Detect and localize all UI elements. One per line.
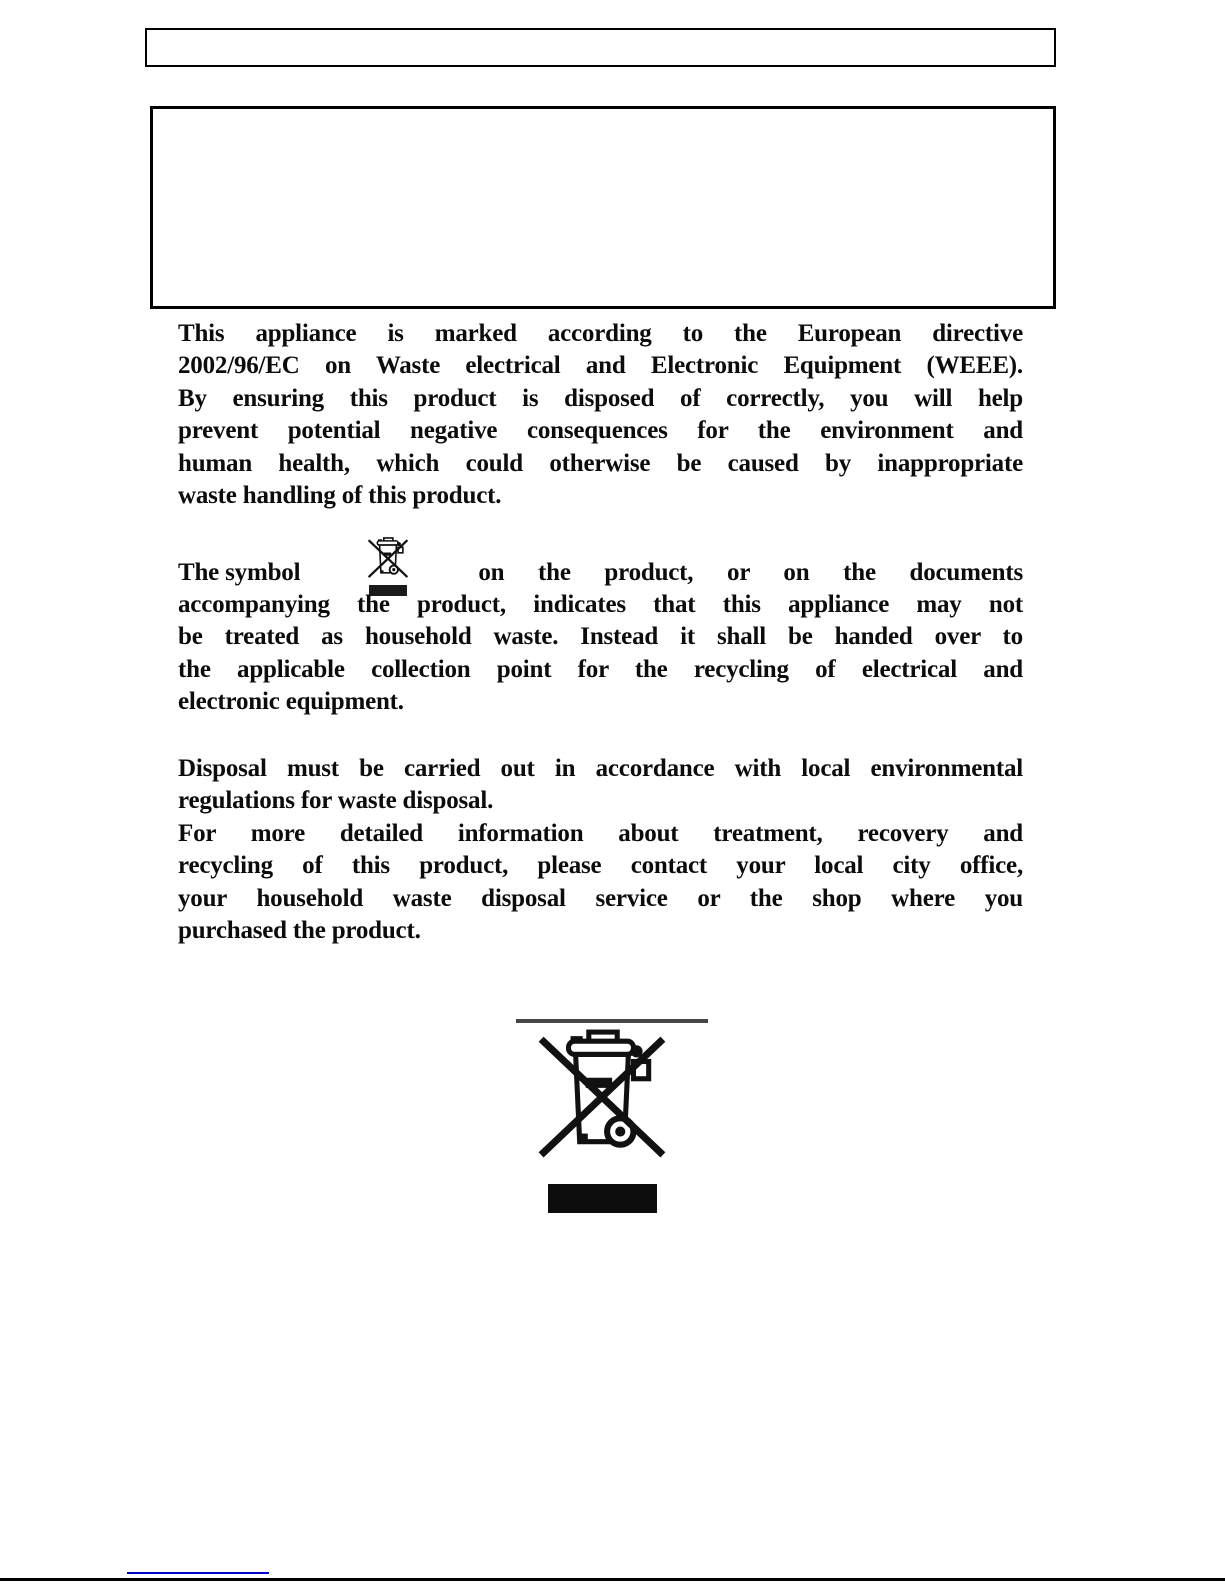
paragraph-line: electronic equipment. [178, 688, 404, 716]
image-placeholder-box [150, 106, 1056, 309]
paragraph-line: your household waste disposal service or the shop where you [178, 884, 1023, 912]
paragraph-line: waste handling of this product. [178, 482, 502, 510]
symbol-line-prefix: The symbol [178, 558, 301, 586]
paragraph-line: human health, which could otherwise be caused by inappropriate [178, 449, 1023, 477]
paragraph-line: prevent potential negative consequences for the environment and [178, 417, 1023, 445]
paragraph-line: Disposal must be carried out in accordance with local environmental [178, 755, 1023, 782]
crossed-out-wheelie-bin-icon [367, 536, 409, 580]
paragraph-line: be treated as household waste. Instead it shall be handed over to [178, 623, 1023, 651]
paragraph-line: purchased the product. [178, 917, 421, 945]
paragraph-line: regulations for waste disposal. [178, 787, 494, 815]
paragraph-line: 2002/96/EC on Waste electrical and Electronic Equipment (WEEE). [178, 352, 1023, 380]
weee-crossed-bin-icon [366, 536, 410, 596]
paragraph-line: the applicable collection point for the recycling of electrical and [178, 655, 1023, 683]
paragraph-line: By ensuring this product is disposed of correctly, you will help [178, 384, 1023, 412]
paragraph-line: This appliance is marked according to the European directive [178, 320, 1023, 347]
paragraph-line: accompanying the product, indicates that this appliance may not [178, 591, 1023, 618]
symbol-sentence-line [178, 556, 1023, 589]
paragraph-line: recycling of this product, please contact your local city office, [178, 852, 1023, 880]
paragraph-weee-directive [178, 318, 1023, 512]
weee-symbol-top-line [516, 1019, 708, 1023]
paragraph-disposal-info [178, 753, 1023, 947]
top-banner-box [145, 28, 1056, 67]
symbol-line-suffix: on the product, or on the documents [478, 558, 1023, 586]
weee-crossed-bin-icon-large [536, 1027, 668, 1163]
paragraph-line: For more detailed information about treatment, recovery and [178, 819, 1023, 847]
page-bottom-divider [0, 1578, 1225, 1581]
paragraph-symbol-meaning [178, 556, 1023, 719]
weee-black-bar-large [548, 1184, 657, 1213]
hyperlink-underline[interactable] [127, 1572, 269, 1574]
